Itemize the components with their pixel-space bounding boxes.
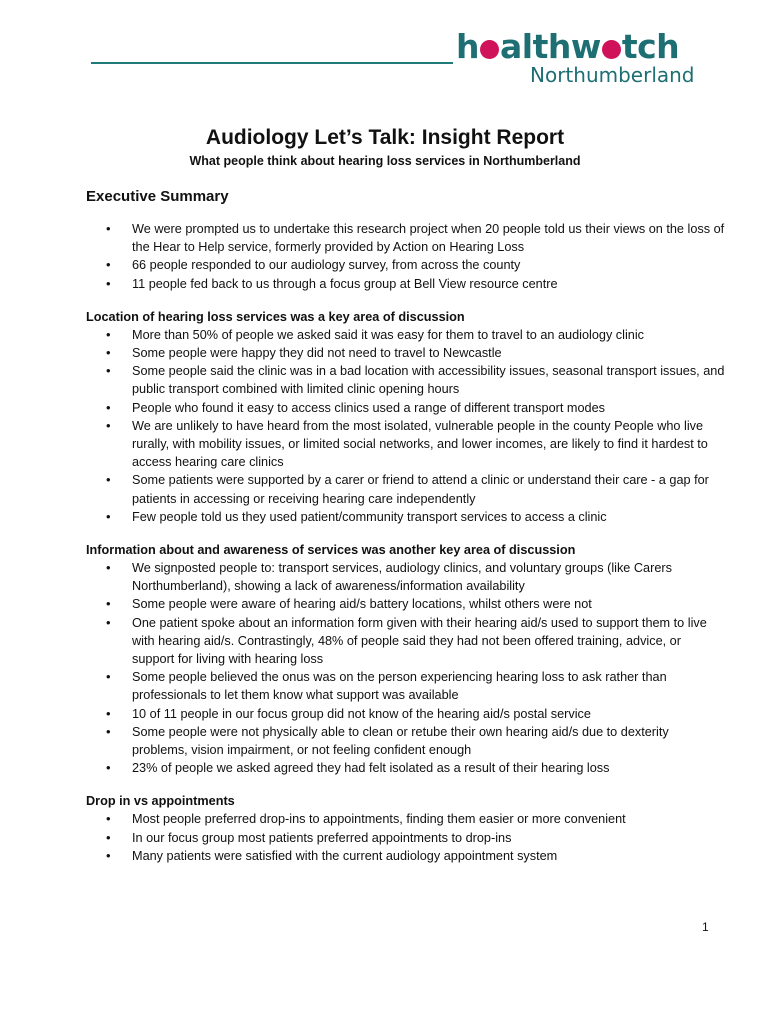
executive-summary-heading: Executive Summary — [86, 188, 229, 205]
section-heading-dropin: Drop in vs appointments — [86, 794, 235, 809]
list-item: • 23% of people we asked agreed they had felt isolated as a result of their hearing loss — [86, 759, 726, 777]
page-subtitle: What people think about hearing loss services in Northumberland — [189, 154, 581, 168]
location-list — [86, 326, 726, 526]
healthwatch-logo — [456, 27, 716, 87]
list-item: • One patient spoke about an information form given with their hearing aid/s used to support them to live with hearing aid/s. Contrastingly, 48% of people said they had not been offered training, advice, or support for living with hearing loss — [86, 614, 726, 669]
list-item: • 11 people fed back to us through a focus group at Bell View resource centre — [86, 275, 726, 293]
list-item: • People who found it easy to access clinics used a range of different transport modes — [86, 399, 726, 417]
list-item: • Some people said the clinic was in a bad location with accessibility issues, seasonal transport issues, and public transport combined with limited clinic opening hours — [86, 362, 726, 398]
logo-part1: h — [456, 27, 479, 66]
list-item: • Some people were not physically able to clean or retube their own hearing aid/s due to dexterity problems, vision impairment, or not feeling confident enough — [86, 723, 726, 759]
list-item: • We were prompted us to undertake this research project when 20 people told us their views on the loss of the Hear to Help service, formerly provided by Action on Hearing Loss — [86, 220, 726, 256]
page-title: Audiology Let’s Talk: Insight Report — [205, 126, 565, 149]
section-heading-information: Information about and awareness of services was another key area of discussion — [86, 543, 576, 558]
page-number: 1 — [702, 920, 709, 934]
information-list — [86, 559, 726, 777]
logo-region: Northumberland — [530, 63, 695, 87]
list-item: • Few people told us they used patient/community transport services to access a clinic — [86, 508, 726, 526]
logo-dot-icon — [602, 40, 621, 59]
section-heading-location: Location of hearing loss services was a key area of discussion — [86, 309, 465, 324]
dropin-list — [86, 810, 726, 865]
list-item: • 10 of 11 people in our focus group did not know of the hearing aid/s postal service — [86, 705, 726, 723]
logo-part2: althw — [500, 27, 601, 66]
list-item: • Some people were aware of hearing aid/s battery locations, whilst others were not — [86, 595, 726, 613]
list-item: • Many patients were satisfied with the current audiology appointment system — [86, 847, 726, 865]
list-item: • We are unlikely to have heard from the most isolated, vulnerable people in the county People who live rurally, with mobility issues, or limited social networks, and lower incomes, are likely to find it hardest to access hearing care clinics — [86, 417, 726, 472]
list-item: • Some people believed the onus was on the person experiencing hearing loss to ask rather than professionals to let them know what support was available — [86, 668, 726, 704]
list-item: • Some people were happy they did not need to travel to Newcastle — [86, 344, 726, 362]
logo-wordmark — [456, 27, 716, 66]
list-item: • Some patients were supported by a carer or friend to attend a clinic or understand their care - a gap for patients in accessing or receiving hearing care independently — [86, 471, 726, 507]
list-item: • More than 50% of people we asked said it was easy for them to travel to an audiology clinic — [86, 326, 726, 344]
list-item: • In our focus group most patients preferred appointments to drop-ins — [86, 829, 726, 847]
list-item: • 66 people responded to our audiology survey, from across the county — [86, 256, 726, 274]
list-item: • Most people preferred drop-ins to appointments, finding them easier or more convenient — [86, 810, 726, 828]
report-body — [86, 188, 726, 865]
logo-part3: tch — [621, 27, 680, 66]
header-rule — [91, 62, 453, 64]
logo-dot-icon — [480, 40, 499, 59]
list-item: • We signposted people to: transport services, audiology clinics, and voluntary groups (like Carers Northumberland), showing a lack of awareness/information availability — [86, 559, 726, 595]
executive-summary-list — [86, 220, 726, 293]
